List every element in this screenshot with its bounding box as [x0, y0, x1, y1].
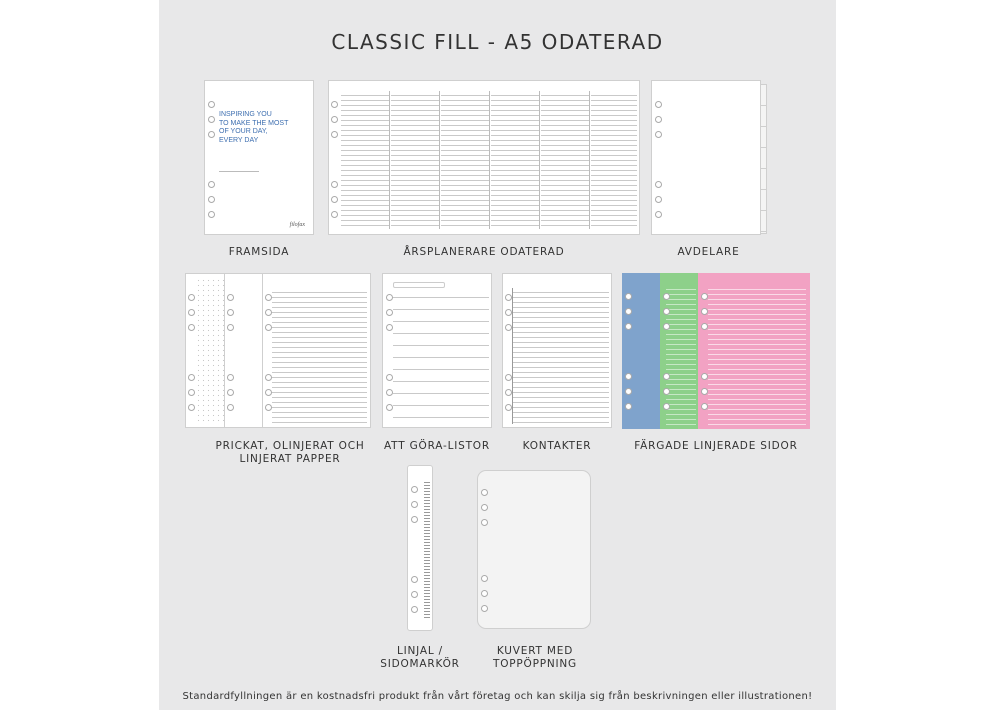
envelope-thumbnail	[477, 470, 591, 629]
caption-linjal: LINJAL / SIDOMARKÖR	[380, 645, 460, 670]
todo-list-thumbnail	[382, 273, 492, 428]
dotted-plain-lined-thumbnail	[185, 273, 371, 428]
caption-arsplanerare: ÅRSPLANERARE ODATERAD	[403, 246, 565, 258]
caption-prickat: PRICKAT, OLINJERAT OCH LINJERAT PAPPER	[215, 440, 365, 465]
colored-lined-pages-thumbnail	[622, 273, 810, 429]
contacts-thumbnail	[502, 273, 612, 428]
caption-att-gora: ATT GÖRA-LISTOR	[384, 440, 490, 452]
cover-page-thumbnail	[204, 80, 314, 235]
ruler-thumbnail	[407, 465, 433, 631]
caption-avdelare: AVDELARE	[677, 246, 740, 258]
divider-tabs	[761, 84, 767, 234]
caption-framsida: FRAMSIDA	[228, 246, 290, 258]
cover-slogan: INSPIRING YOU TO MAKE THE MOST OF YOUR DAY, EVERY DAY	[219, 111, 289, 144]
filofax-logo: filofax	[289, 222, 305, 228]
year-planner-thumbnail	[328, 80, 640, 235]
caption-kuvert: KUVERT MED TOPPÖPPNING	[492, 645, 577, 670]
page-title: CLASSIC FILL - A5 ODATERAD	[331, 30, 664, 54]
divider-thumbnail	[651, 80, 761, 235]
caption-kontakter: KONTAKTER	[522, 440, 592, 452]
caption-fargade: FÄRGADE LINJERADE SIDOR	[634, 440, 798, 452]
footer-disclaimer: Standardfyllningen är en kostnadsfri produkt från vårt företag och kan skilja sig från beskrivningen eller illustrationen!	[182, 691, 813, 702]
